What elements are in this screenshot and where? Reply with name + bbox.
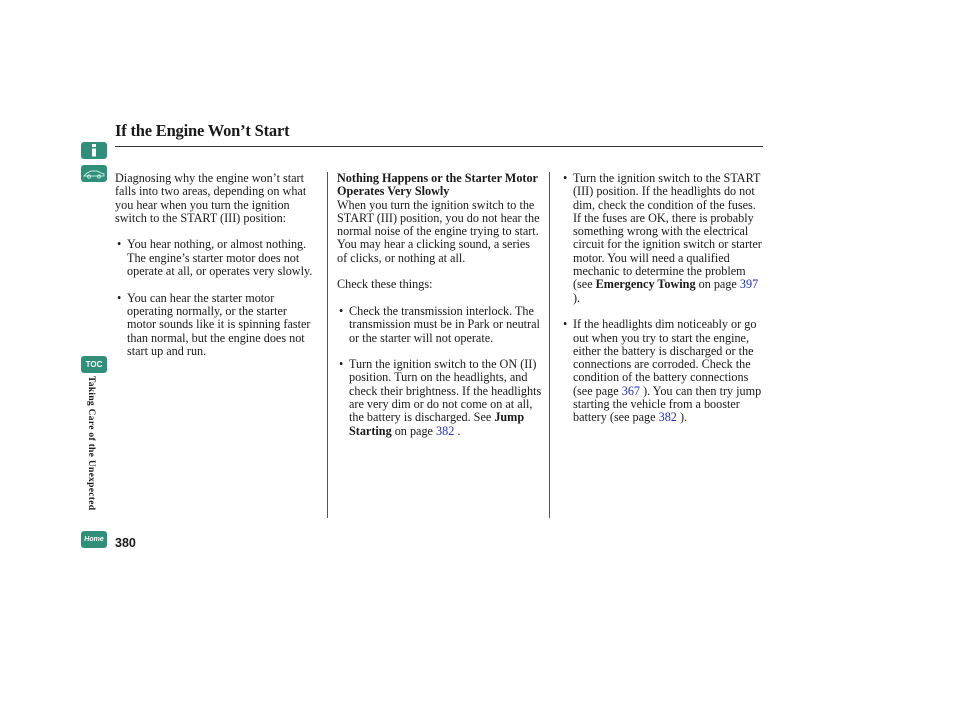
column-3 [561,172,763,425]
home-label: Home [84,536,104,543]
column-2 [337,172,543,438]
on-page-text: on page [698,277,737,292]
page-link[interactable]: 382 [658,410,677,425]
home-button[interactable] [81,531,107,548]
paragraph: Check these things: [337,277,433,292]
paragraph: When you turn the ignition switch to the START (III) position, you do not hear the normal noise of the engine trying to start. You may hear a clicking sound, a series of clicks, or nothing at all. [337,197,540,265]
list-item-text: ). You can then try jump starting the vehicle from a booster battery (see page [573,383,762,425]
punctuation: ). [679,410,688,425]
page-link[interactable]: 367 [621,383,641,398]
column-divider [327,172,328,518]
section-label: Taking Care of the Unexpected [86,376,96,511]
page-number: 380 [115,536,136,550]
list-item-text: If the headlights dim noticeably or go out when you try to start the engine, either the battery is discharged or the connections are corroded. Check the condition of the battery connections (see page [573,317,757,398]
list-item [561,318,763,424]
list-item: • You hear nothing, or almost nothing. The engine’s starter motor does not operate at all, or operates very slowly. [115,238,317,278]
car-icon [81,165,107,182]
list-item: • You can hear the starter motor operating normally, or the starter motor sounds like it is spinning faster than normal, but the engine does not start up and run. [115,292,317,358]
list-item [337,358,543,438]
list-item-text: Turn the ignition switch to the ON (II) position. Turn on the headlights, and check their brightness. If the headlights are very dim or do not come on at all, the battery is discharged. See [349,357,542,425]
punctuation: ). [573,290,581,305]
car-button[interactable] [81,165,107,182]
column-divider [549,172,550,518]
list-item: • Check the transmission interlock. The transmission must be in Park or neutral or the starter will not operate. [337,305,543,345]
cross-reference: Emergency Towing [595,277,696,292]
info-icon [81,142,107,159]
punctuation: . [457,423,461,438]
intro-paragraph: Diagnosing why the engine won’t start falls into two areas, depending on what you hear when you turn the ignition switch to the START (III) position: [115,171,307,225]
toc-button[interactable] [81,356,107,373]
info-button[interactable] [81,142,107,159]
cross-reference: Jump Starting [349,410,525,438]
on-page-text: on page [394,423,433,438]
column-1 [115,172,317,358]
page-link[interactable]: 382 [436,423,455,438]
toc-label: TOC [85,360,103,369]
list-item-text: Turn the ignition switch to the START (III) position. If the headlights do not dim, check the condition of the fuses. If the fuses are OK, there is probably something wrong with the electrical circuit for the ignition switch or starter motor. You will need a qualified mechanic to determine the problem (see [573,171,762,292]
title-rule [115,146,763,147]
list-item [561,172,763,305]
page-link[interactable]: 397 [739,277,759,292]
section-heading: Nothing Happens or the Starter Motor Operates Very Slowly [337,171,538,199]
page-title: If the Engine Won’t Start [115,121,290,140]
